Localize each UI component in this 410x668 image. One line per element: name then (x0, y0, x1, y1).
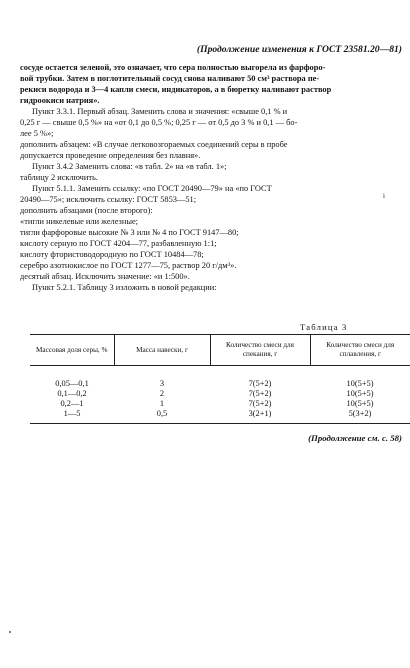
text-line: гидроокиси натрия». (20, 96, 100, 105)
text-line: Пункт 3.3.1. Первый абзац. Заменить слова и значения: «свыше 0,1 % и (32, 107, 288, 116)
text-line: таблицу 2 исключить. (20, 173, 98, 182)
text-line: кислоту серную по ГОСТ 4204—77, разбавленную 1:1; (20, 239, 217, 248)
text-line: тигли фарфоровые высокие № 3 или № 4 по ГОСТ 9147—80; (20, 228, 239, 237)
cell-sintering-mix: 7(5+2) (248, 399, 272, 408)
text-line: допускается проведение определения без плавня». (20, 151, 201, 160)
scan-speck (9, 631, 11, 633)
text-line: рекиси водорода и 3—4 капли смеси, индикаторов, а в бюретку наливают раствор (20, 85, 332, 94)
text-line: лее 5 %»; (20, 129, 54, 138)
table-row (30, 409, 410, 424)
text-line: десятый абзац. Исключить значение: «и 1:500». (20, 272, 190, 281)
text-line: 0,25 г — свыше 0,5 %» на «от 0,1 до 0,5 %; 0,25 г — от 0,5 до 3 % и 0,1 — бо- (20, 118, 298, 127)
cell-sintering-mix: 3(2+1) (210, 409, 310, 424)
text-line: серебро азотнокислое по ГОСТ 1277—75, раствор 20 г/дм³». (20, 261, 237, 270)
text-line: вой трубки. Затем в поглотительный сосуд снова наливают 50 см³ раствора пе- (20, 74, 320, 83)
table-row (30, 389, 410, 399)
cell-sintering-mix: 7(5+2) (248, 379, 272, 388)
table-label: Таблица 3 (300, 322, 348, 332)
cell-fusion-mix: 10(5+5) (346, 399, 374, 408)
cell-sulfur-fraction: 0,1—0,2 (57, 389, 87, 398)
cell-sample-mass: 0,5 (114, 409, 210, 424)
cell-fusion-mix: 5(3+2) (310, 409, 410, 424)
cell-sintering-mix: 7(5+2) (248, 389, 272, 398)
text-line: Пункт 3.4.2 Заменить слова: «в табл. 2» на «в табл. 1»; (32, 162, 227, 171)
table-3 (30, 334, 410, 424)
cell-sample-mass: 1 (159, 399, 165, 408)
text-line: Пункт 5.2.1. Таблицу 3 изложить в новой редакции: (32, 283, 217, 292)
cell-sulfur-fraction: 1—5 (30, 409, 114, 424)
header-sintering-mix: Количество смеси для спекания, г (210, 335, 310, 366)
cell-sample-mass: 3 (159, 379, 165, 388)
text-line: дополнить абзацем: «В случае легковозгораемых соединений серы в пробе (20, 140, 288, 149)
cell-sulfur-fraction: 0,2—1 (60, 399, 84, 408)
page-header: (Продолжение изменения к ГОСТ 23581.20—81) (196, 44, 402, 55)
cell-sulfur-fraction: 0,05—0,1 (55, 379, 89, 388)
text-line: 20490—75»; исключить ссылку: ГОСТ 5853—51; (20, 195, 197, 204)
table-row (30, 366, 410, 390)
cell-fusion-mix: 10(5+5) (346, 379, 374, 388)
text-line: Пункт 5.1.1. Заменить ссылку: «по ГОСТ 20490—79» на «по ГОСТ (32, 184, 272, 193)
text-line: «тигли никелевые или железные; (20, 217, 139, 226)
header-fusion-mix: Количество смеси для сплавления, г (310, 335, 410, 366)
text-line: кислоту фтористоводородную по ГОСТ 10484—78; (20, 250, 204, 259)
cell-fusion-mix: 10(5+5) (346, 389, 374, 398)
text-line: дополнить абзацами (после второго): (20, 206, 153, 215)
header-sample-mass: Масса навески, г (114, 335, 210, 366)
table-header-row (30, 335, 410, 366)
header-sulfur-fraction: Массовая доля серы, % (30, 335, 114, 366)
cell-sample-mass: 2 (159, 389, 165, 398)
text-line: сосуде остается зеленой, это означает, что сера полностью выгорела из фарфоро- (20, 63, 326, 72)
continuation-note: (Продолжение см. с. 58) (308, 433, 402, 443)
table-row (30, 399, 410, 409)
margin-mark: i (383, 192, 385, 200)
